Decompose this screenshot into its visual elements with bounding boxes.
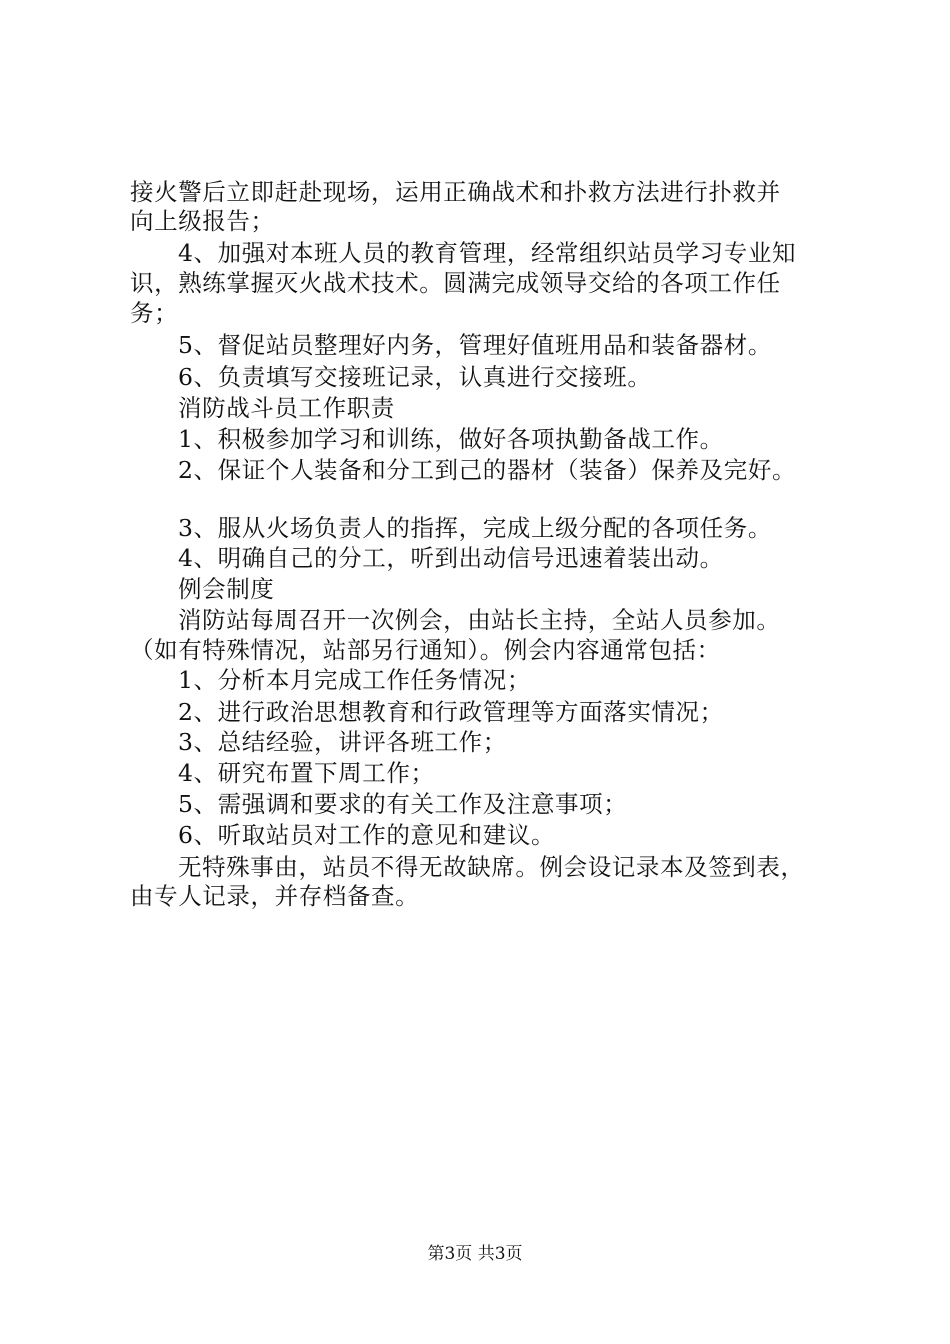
text-line: 4、研究布置下周工作；: [178, 759, 435, 787]
page-number-footer: 第3页 共3页: [427, 1244, 523, 1264]
text-line: 3、服从火场负责人的指挥，完成上级分配的各项任务。: [178, 514, 772, 542]
text-line: 6、负责填写交接班记录，认真进行交接班。: [178, 363, 652, 391]
text-line: 务；: [130, 299, 179, 327]
text-line: 4、明确自己的分工，听到出动信号迅速着装出动。: [178, 544, 724, 572]
text-line: 1、积极参加学习和训练，做好各项执勤备战工作。: [178, 425, 724, 453]
text-line: 向上级报告；: [130, 207, 275, 235]
text-line: 无特殊事由，站员不得无故缺席。例会设记录本及签到表，: [178, 853, 805, 881]
text-line: 5、需强调和要求的有关工作及注意事项；: [178, 790, 628, 818]
text-line: 3、总结经验，讲评各班工作；: [178, 728, 507, 756]
section-heading: 例会制度: [178, 575, 275, 603]
section-heading: 消防战斗员工作职责: [178, 394, 395, 422]
text-line: 1、分析本月完成工作任务情况；: [178, 666, 531, 694]
text-line: 2、进行政治思想教育和行政管理等方面落实情况；: [178, 698, 724, 726]
text-line: 2、保证个人装备和分工到己的器材（装备）保养及完好。: [178, 456, 797, 484]
text-line: 由专人记录，并存档备查。: [130, 882, 420, 910]
text-line: 5、督促站员整理好内务，管理好值班用品和装备器材。: [178, 331, 772, 359]
text-line: 接火警后立即赶赴现场，运用正确战术和扑救方法进行扑救并: [130, 178, 781, 206]
text-line: （如有特殊情况，站部另行通知）。例会内容通常包括：: [130, 636, 721, 664]
text-line: 消防站每周召开一次例会，由站长主持，全站人员参加。: [178, 606, 781, 634]
text-line: 识，熟练掌握灭火战术技术。圆满完成领导交给的各项工作任: [130, 269, 781, 297]
text-line: 6、听取站员对工作的意见和建议。: [178, 821, 556, 849]
text-line: 4、加强对本班人员的教育管理，经常组织站员学习专业知: [178, 239, 797, 267]
